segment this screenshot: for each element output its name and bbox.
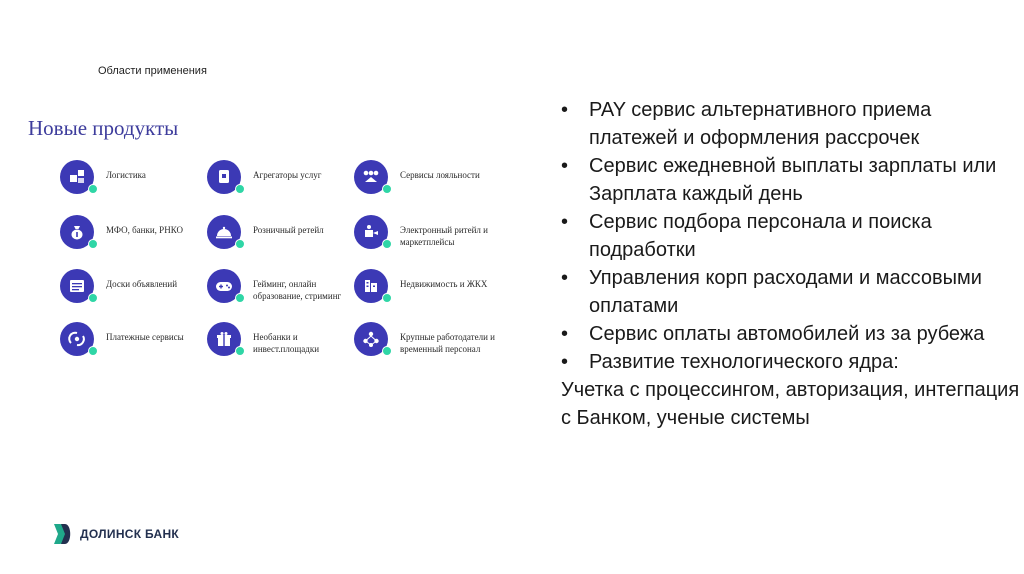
product-label: Доски объявлений <box>106 279 178 289</box>
status-dot <box>235 293 245 303</box>
status-dot <box>88 346 98 356</box>
bullet-item: • Развитие технологического ядра: <box>561 351 899 373</box>
product-label: Сервисы лояльности <box>400 170 480 180</box>
product-label: Гейминг, онлайн образование, стриминг <box>253 279 342 301</box>
bank-logo <box>52 522 179 546</box>
product-label: Недвижимость и ЖКХ <box>400 279 488 289</box>
status-dot <box>88 293 98 303</box>
status-dot <box>235 239 245 249</box>
status-dot <box>88 184 98 194</box>
bullet-item: • Сервис оплаты автомобилей из за рубежа <box>561 323 985 345</box>
section-title: Новые продукты <box>28 116 179 140</box>
status-dot <box>382 239 392 249</box>
logo-mark-icon <box>52 522 74 546</box>
product-label: Агрегаторы услуг <box>253 170 322 180</box>
bullet-item: • Управления корп расходами и массовыми оплатами <box>561 267 982 317</box>
products-grid <box>60 160 540 360</box>
status-dot <box>235 184 245 194</box>
product-label: Платежные сервисы <box>106 332 184 342</box>
status-dot <box>88 239 98 249</box>
status-dot <box>235 346 245 356</box>
bullet-continuation: Учетка с процессингом, авторизация, интегпация с Банком, ученые системы <box>561 379 1020 429</box>
logo-text: ДОЛИНСК БАНК <box>80 527 180 541</box>
status-dot <box>382 293 392 303</box>
product-label: Электронный ритейл и маркетплейсы <box>400 225 488 247</box>
status-dot <box>382 184 392 194</box>
status-dot <box>382 346 392 356</box>
product-label: Крупные работодатели и временный персонал <box>400 332 495 354</box>
bullet-item: • Сервис подбора персонала и поиска подработки <box>561 211 932 261</box>
product-label: Необанки и инвест.площадки <box>253 332 320 354</box>
bullet-item: • Сервис ежедневной выплаты зарплаты или Зарплата каждый день <box>561 155 997 205</box>
bullet-item: • PAY сервис альтернативного приема платежей и оформления рассрочек <box>561 99 932 149</box>
product-label: МФО, банки, РНКО <box>106 225 183 235</box>
bullet-list <box>561 96 1021 432</box>
product-label: Розничный ретейл <box>253 225 324 235</box>
product-label: Логистика <box>106 170 146 180</box>
header-label: Области применения <box>98 65 207 77</box>
